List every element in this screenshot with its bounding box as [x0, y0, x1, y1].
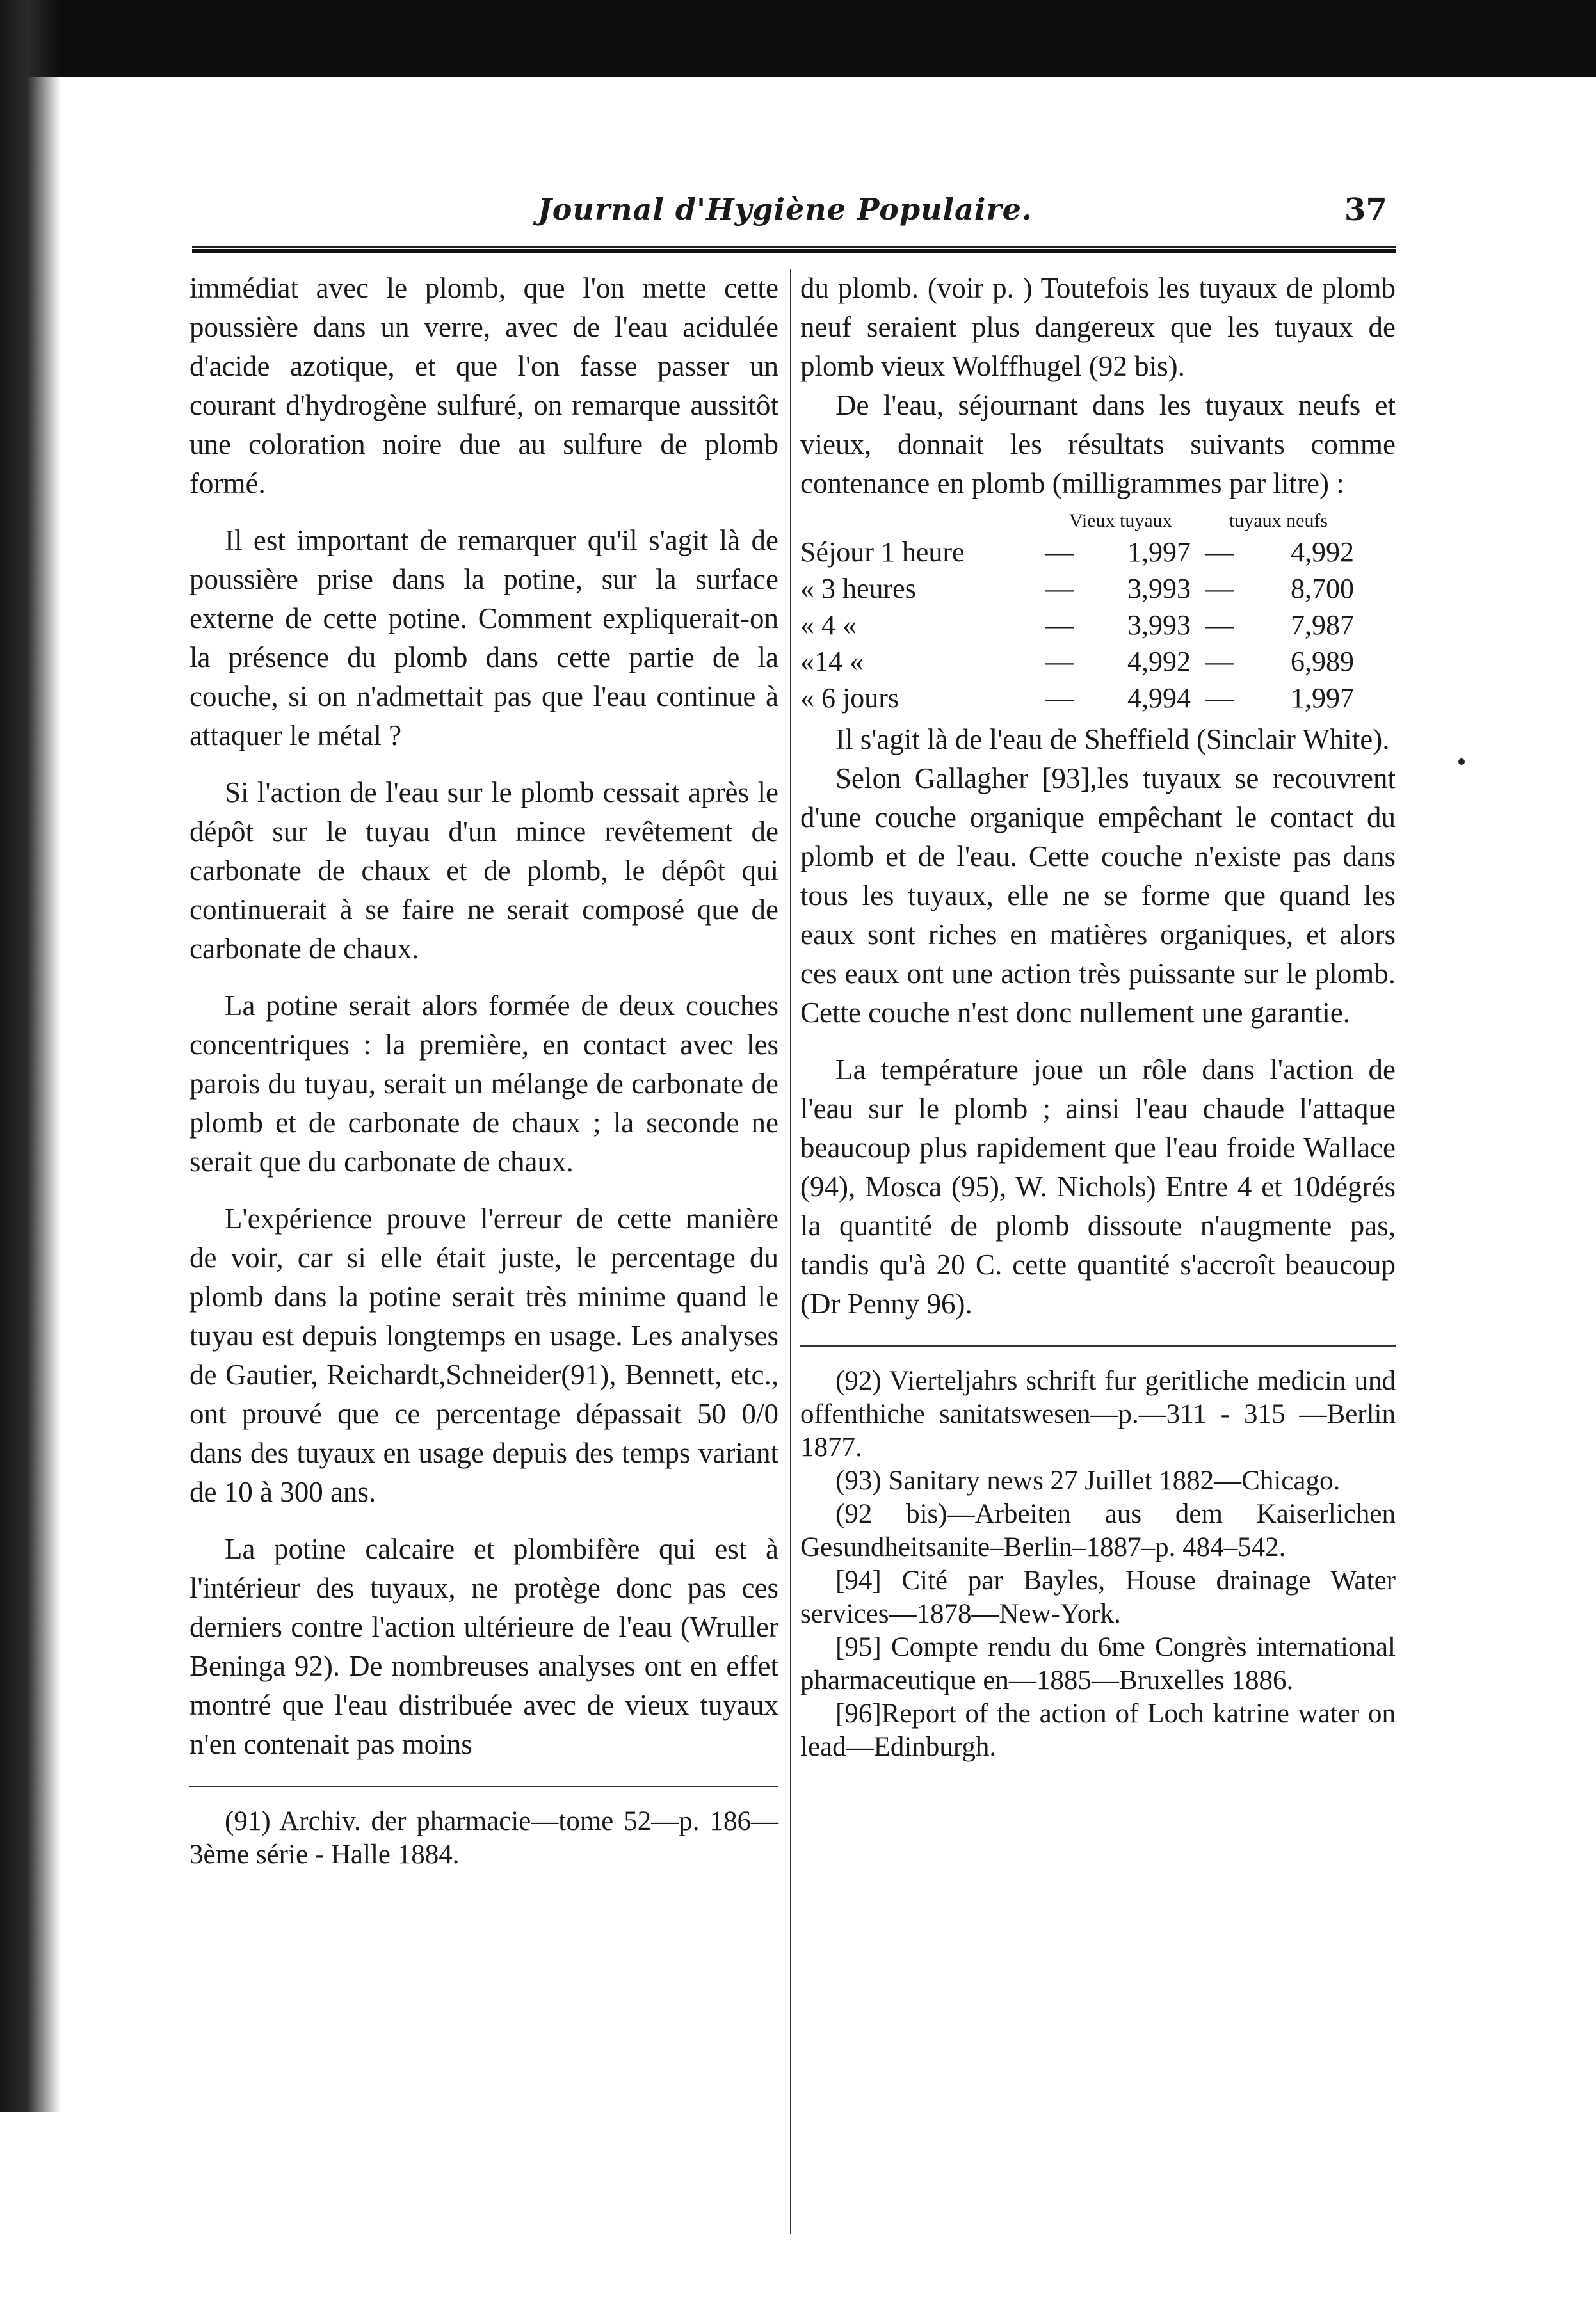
left-paragraph: immédiat avec le plomb, que l'on mette cette poussière dans un verre, avec de l'eau acidulée d'acide azotique, et que l'on fasse passer un courant d'hydrogène sulfuré, on remarque aussitôt une coloration noire due au sulfure de plomb formé.: [189, 272, 778, 499]
table-row: [800, 680, 1396, 716]
lead-content-table: [800, 508, 1396, 716]
table-header-new-pipes: tuyaux neufs: [1229, 510, 1328, 531]
dash: —: [1205, 609, 1234, 641]
value-old: 4,992: [1127, 646, 1191, 677]
left-paragraph: Il est important de remarquer qu'il s'agit là de poussière prise dans la potine, sur la surface externe de cette potine. Comment expliquerait-on la présence du plomb dans cette partie de la couche, si on n'admettait pas que l'eau continue à attaquer le métal ?: [189, 524, 778, 751]
right-paragraph: du plomb. (voir p. ) Toutefois les tuyaux de plomb neuf seraient plus dangereux que les tuyaux de plomb vieux Wolffhugel (92 bis).: [800, 272, 1396, 382]
table-row: [800, 607, 1396, 643]
left-paragraph: La potine serait alors formée de deux couches concentriques : la première, en contact avec les parois du tuyau, serait un mélange de carbonate de plomb et de carbonate de chaux ; la seconde ne serait que du carbonate de chaux.: [189, 990, 778, 1178]
left-footnotes: [189, 1805, 778, 1871]
scan-edge-left: [0, 0, 61, 2112]
right-paragraph: Selon Gallagher [93],les tuyaux se recouvrent d'une couche organique empêchant le contact du plomb et de l'eau. Cette couche n'existe pas dans tous les tuyaux, elle ne se forme que quand les eaux sont riches en matières organiques, et alors ces eaux ont une action très puissante sur le plomb. Cette couche n'est donc nullement une garantie.: [800, 762, 1396, 1029]
dash: —: [1205, 573, 1234, 604]
header-rule: [192, 246, 1396, 253]
value-new: 6,989: [1291, 646, 1354, 677]
footnote: (93) Sanitary news 27 Juillet 1882—Chicago.: [835, 1466, 1341, 1496]
right-paragraph: De l'eau, séjournant dans les tuyaux neufs et vieux, donnait les résultats suivants comme contenance en plomb (milligrammes par litre) :: [800, 389, 1396, 499]
row-duration: « 4 «: [800, 609, 857, 641]
value-new: 7,987: [1291, 609, 1354, 641]
table-header: [800, 508, 1396, 534]
dash: —: [1045, 573, 1074, 604]
left-column: [189, 269, 778, 1871]
journal-title: Journal d'Hygiène Populaire.: [538, 192, 1033, 227]
dash: —: [1045, 682, 1074, 714]
left-paragraph: L'expérience prouve l'erreur de cette manière de voir, car si elle était juste, le percentage du plomb dans la potine serait très minime quand le tuyau est depuis longtemps en usage. Les analyses de Gautier, Reichardt,Schneider(91), Bennett, etc., ont prouvé que ce percentage dépassait 50 0/0 dans des tuyaux en usage depuis des temps variant de 10 à 300 ans.: [189, 1203, 778, 1508]
left-footnote-rule: [189, 1786, 778, 1787]
right-column: [800, 269, 1396, 1764]
footnote: [94] Cité par Bayles, House drainage Water services—1878—New-York.: [800, 1566, 1396, 1629]
right-paragraph: La température joue un rôle dans l'action de l'eau sur le plomb ; ainsi l'eau chaude l'attaque beaucoup plus rapidement que l'eau froide Wallace (94), Mosca (95), W. Nichols) Entre 4 et 10dégrés la quantité de plomb dissoute n'augmente pas, tandis qu'à 20 C. cette quantité s'accroît beaucoup (Dr Penny 96).: [800, 1054, 1396, 1320]
row-duration: « 6 jours: [800, 682, 899, 714]
footnote: (92 bis)—Arbeiten aus dem Kaiserlichen Gesundheitsanite–Berlin–1887–p. 484–542.: [800, 1499, 1396, 1562]
table-header-old-pipes: Vieux tuyaux: [1069, 510, 1172, 531]
value-old: 3,993: [1127, 609, 1191, 641]
table-row: [800, 570, 1396, 607]
scan-edge-top: [0, 0, 1596, 77]
table-row: [800, 643, 1396, 680]
value-old: 3,993: [1127, 573, 1191, 604]
margin-mark: [1458, 758, 1465, 765]
left-paragraph: La potine calcaire et plombifère qui est à l'intérieur des tuyaux, ne protège donc pas ces derniers contre l'action ultérieure de l'eau (Wruller Beninga 92). De nombreuses analyses ont en effet montré que l'eau distribuée avec de vieux tuyaux n'en contenait pas moins: [189, 1533, 778, 1760]
dash: —: [1045, 536, 1074, 568]
value-new: 4,992: [1291, 536, 1354, 568]
dash: —: [1205, 646, 1234, 677]
dash: —: [1205, 682, 1234, 714]
footnote: (92) Vierteljahrs schrift fur geritliche medicin und offenthiche sanitatswesen—p.—311 - 315 —Berlin 1877.: [800, 1366, 1396, 1463]
left-paragraph: Si l'action de l'eau sur le plomb cessait après le dépôt sur le tuyau d'un mince revêtement de carbonate de chaux et de plomb, le dépôt qui continuerait à se faire ne serait composé que de carbonate de chaux.: [189, 776, 778, 965]
value-old: 1,997: [1127, 536, 1191, 568]
value-new: 1,997: [1291, 682, 1354, 714]
right-paragraph: Il s'agit là de l'eau de Sheffield (Sinclair White).: [835, 723, 1390, 755]
row-duration: Séjour 1 heure: [800, 536, 965, 568]
value-new: 8,700: [1291, 573, 1354, 604]
dash: —: [1045, 609, 1074, 641]
row-duration: «14 «: [800, 646, 864, 677]
right-footnotes: [800, 1365, 1396, 1764]
column-divider: [790, 269, 791, 2234]
footnote: [95] Compte rendu du 6me Congrès international pharmaceutique en—1885—Bruxelles 1886.: [800, 1632, 1396, 1695]
dash: —: [1045, 646, 1074, 677]
row-duration: « 3 heures: [800, 573, 916, 604]
value-old: 4,994: [1127, 682, 1191, 714]
table-row: [800, 534, 1396, 570]
right-footnote-rule: [800, 1345, 1396, 1347]
dash: —: [1205, 536, 1234, 568]
footnote: (91) Archiv. der pharmacie—tome 52—p. 186—3ème série - Halle 1884.: [189, 1806, 778, 1870]
page-number: 37: [1344, 192, 1387, 228]
footnote: [96]Report of the action of Loch katrine water on lead—Edinburgh.: [800, 1699, 1396, 1762]
